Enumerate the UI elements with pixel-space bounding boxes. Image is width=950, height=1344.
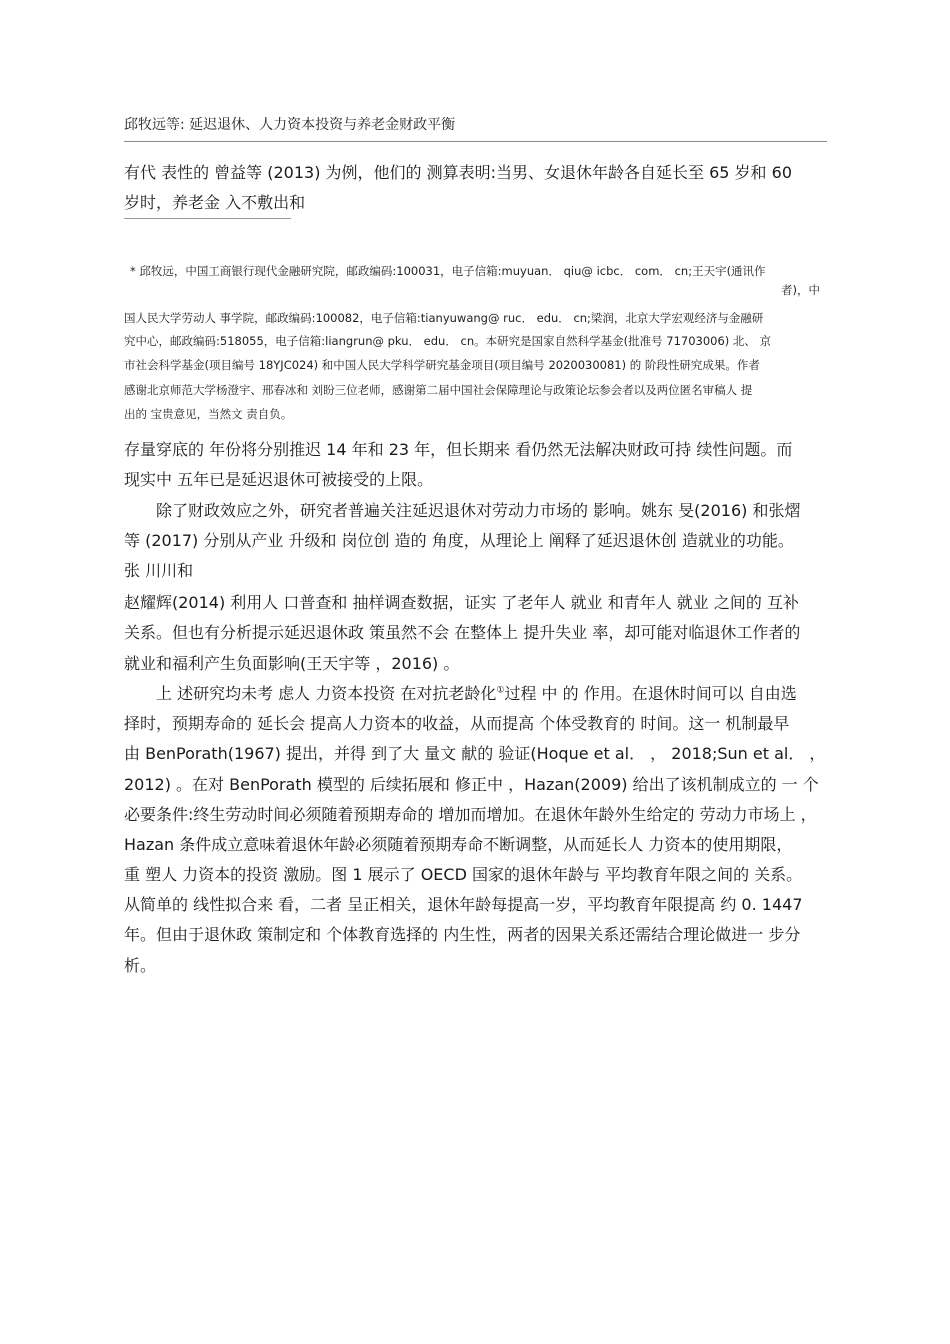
body-line-10: 择时，预期寿命的 延长会 提高人力资本的收益，从而提高 个体受教育的 时间。这一 机制最早 (124, 714, 790, 733)
footnote-line-1: * 邱牧远，中国工商银行现代金融研究院，邮政编码:100031，电子信箱:muyuan． qiu@ icbc． com． cn;王天宇(通讯作 (130, 264, 766, 278)
body-line-5: 张 川川和 (124, 561, 194, 580)
body-line-7: 关系。但也有分析提示延迟退休政 策虽然不会 在整体上 提升失业 率，却可能对临退休工作者的 (124, 623, 801, 642)
body-line-9-text: 上 述研究均未考 虑人 力资本投资 在对抗老龄化 (156, 684, 497, 703)
body-line-18: 析。 (124, 956, 157, 975)
footnote-marker: ① (496, 685, 505, 696)
footnote-line-7: 出的 宝贵意见，当然文 责自负。 (124, 407, 293, 421)
footnote-line-2: 者)，中 (781, 283, 820, 297)
body-line-12: 2012) 。在对 BenPorath 模型的 后续拓展和 修正中 ，Hazan(2009) 给出了该机制成立的 一 个 (124, 775, 819, 794)
body-line-3: 除了财政效应之外，研究者普遍关注延迟退休对劳动力市场的 影响。姚东 旻(2016) 和张熠 (156, 501, 801, 520)
body-line-9-tail: 过程 中 的 作用。在退休时间可以 自由选 (504, 684, 797, 703)
body-line-9 (156, 681, 797, 704)
running-title: 邱牧远等: 延迟退休、人力资本投资与养老金财政平衡 (124, 117, 456, 133)
body-line-2: 现实中 五年已是延迟退休可被接受的上限。 (124, 470, 434, 489)
footnote-line-3: 国人民大学劳动人 事学院，邮政编码:100082，电子信箱:tianyuwang@ ruc． edu． cn;梁润，北京大学宏观经济与金融研 (124, 311, 764, 325)
body-line-14: Hazan 条件成立意味着退休年龄必须随着预期寿命不断调整，从而延长人 力资本的使用期限， (124, 835, 793, 854)
footnote-rule (124, 218, 291, 219)
body-line-4: 等 (2017) 分别从产业 升级和 岗位创 造的 角度，从理论上 阐释了延迟退休创 造就业的功能。 (124, 531, 794, 550)
body-line-13: 必要条件:终生劳动时间必须随着预期寿命的 增加而增加。在退休年龄外生给定的 劳动力市场上 ， (124, 805, 817, 824)
body-line-11: 由 BenPorath(1967) 提出，并得 到了大 量文 献的 验证(Hoque et al． ， 2018;Sun et al． ， (124, 744, 826, 763)
body-line-8: 就业和福利产生负面影响(王天宇等 ，2016) 。 (124, 654, 460, 673)
header-rule (124, 141, 827, 142)
body-line-15: 重 塑人 力资本的投资 激励。图 1 展示了 OECD 国家的退休年龄与 平均教育年限之间的 关系。 (124, 865, 803, 884)
body-line-1: 存量穿底的 年份将分别推迟 14 年和 23 年，但长期来 看仍然无法解决财政可持 续性问题。而 (124, 440, 793, 459)
top-paragraph-line-1: 有代 表性的 曾益等 (2013) 为例，他们的 测算表明:当男、女退休年龄各自延长至 65 岁和 60 (124, 163, 793, 182)
footnote-line-5: 市社会科学基金(项目编号 18YJC024) 和中国人民大学科学研究基金项目(项目编号 2020030081) 的 阶段性研究成果。作者 (124, 358, 760, 372)
footnote-line-6: 感谢北京师范大学杨澄宇、邢春冰和 刘盼三位老师，感谢第二届中国社会保障理论与政策论坛参会者以及两位匿名审稿人 提 (124, 383, 753, 397)
body-line-16: 从简单的 线性拟合来 看，二者 呈正相关，退休年龄每提高一岁，平均教育年限提高 约 0. 1447 (124, 895, 803, 914)
body-line-6: 赵耀辉(2014) 利用人 口普查和 抽样调查数据，证实 了老年人 就业 和青年人 就业 之间的 互补 (124, 593, 799, 612)
footnote-line-4: 究中心，邮政编码:518055，电子信箱:liangrun@ pku． edu． cn。本研究是国家自然科学基金(批准号 71703006) 北、 京 (124, 334, 772, 348)
top-paragraph-line-2: 岁时，养老金 入不敷出和 (124, 193, 306, 212)
body-line-17: 年。但由于退休政 策制定和 个体教育选择的 内生性，两者的因果关系还需结合理论做进一 步分 (124, 925, 801, 944)
